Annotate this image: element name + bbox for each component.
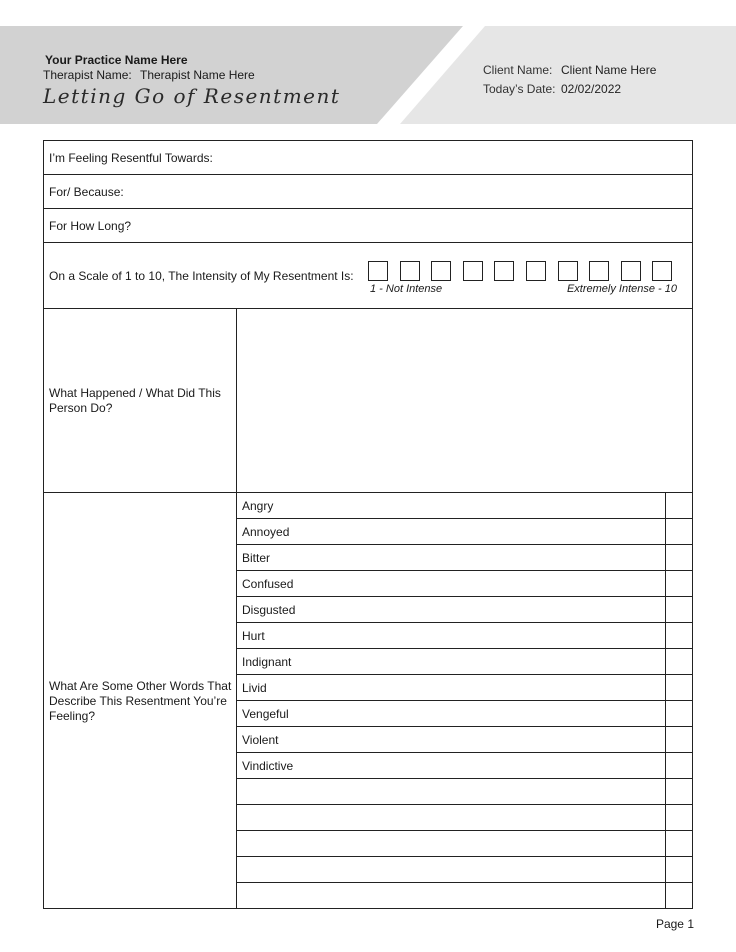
intensity-scale-boxes <box>368 261 680 283</box>
feeling-word-row <box>237 805 692 831</box>
what-happened-row <box>44 309 692 493</box>
feeling-word-label: Hurt <box>242 629 265 643</box>
feeling-word-row <box>237 857 692 883</box>
therapist-name-field[interactable]: Therapist Name Here <box>140 68 255 82</box>
feeling-word-checkbox[interactable] <box>665 701 692 726</box>
feeling-word-row <box>237 727 692 753</box>
feeling-word-row <box>237 701 692 727</box>
client-label: Client Name: <box>483 63 553 77</box>
intensity-scale-row <box>44 243 692 309</box>
feeling-word-checkbox[interactable] <box>665 519 692 544</box>
resentful-towards-row[interactable] <box>44 141 692 175</box>
worksheet-form <box>43 140 693 909</box>
feeling-word-row <box>237 571 692 597</box>
feeling-word-row <box>237 519 692 545</box>
feeling-word-row <box>237 753 692 779</box>
feeling-word-row <box>237 779 692 805</box>
how-long-label: For How Long? <box>49 219 132 233</box>
feeling-word-checkbox[interactable] <box>665 545 692 570</box>
feeling-words-block <box>44 493 692 908</box>
date-label: Today’s Date: <box>483 82 556 96</box>
intensity-checkbox-2[interactable] <box>400 261 420 281</box>
feeling-word-label: Annoyed <box>242 525 290 539</box>
practice-name: Your Practice Name Here <box>45 53 188 67</box>
feeling-word-checkbox[interactable] <box>665 597 692 622</box>
feeling-word-checkbox[interactable] <box>665 623 692 648</box>
feeling-word-checkbox[interactable] <box>665 831 692 856</box>
therapist-label: Therapist Name: <box>43 68 132 82</box>
scale-max-label: Extremely Intense - 10 <box>566 283 677 295</box>
feeling-word-row <box>237 623 692 649</box>
feeling-word-row <box>237 597 692 623</box>
because-label: For/ Because: <box>49 185 124 199</box>
worksheet-title: Letting Go of Resentment <box>43 84 341 108</box>
intensity-checkbox-8[interactable] <box>589 261 609 281</box>
feeling-word-checkbox[interactable] <box>665 883 692 909</box>
feeling-word-checkbox[interactable] <box>665 857 692 882</box>
feeling-word-label: Bitter <box>242 551 271 565</box>
feeling-word-label: Vengeful <box>242 707 289 721</box>
feeling-word-row <box>237 493 692 519</box>
feeling-word-checkbox[interactable] <box>665 571 692 596</box>
intensity-scale-label: On a Scale of 1 to 10, The Intensity of My Resentment Is: <box>49 269 354 283</box>
feeling-word-label: Indignant <box>242 655 292 669</box>
other-words-label: What Are Some Other Words That Describe This Resentment You’re Feeling? <box>49 679 232 723</box>
feeling-word-label: Violent <box>242 733 279 747</box>
feeling-word-label: Livid <box>242 681 267 695</box>
intensity-checkbox-6[interactable] <box>526 261 546 281</box>
intensity-checkbox-10[interactable] <box>652 261 672 281</box>
what-happened-label: What Happened / What Did This Person Do? <box>49 386 221 415</box>
feeling-word-checkbox[interactable] <box>665 675 692 700</box>
feeling-word-checkbox[interactable] <box>665 779 692 804</box>
what-happened-answer-area[interactable] <box>237 309 692 492</box>
resentful-towards-label: I’m Feeling Resentful Towards: <box>49 151 213 165</box>
feeling-word-row <box>237 545 692 571</box>
feeling-word-checkbox[interactable] <box>665 727 692 752</box>
intensity-checkbox-5[interactable] <box>494 261 514 281</box>
feeling-word-checkbox[interactable] <box>665 649 692 674</box>
intensity-checkbox-4[interactable] <box>463 261 483 281</box>
feeling-word-checkbox[interactable] <box>665 753 692 778</box>
feeling-word-row <box>237 883 692 909</box>
intensity-checkbox-9[interactable] <box>621 261 641 281</box>
because-row[interactable] <box>44 175 692 209</box>
feeling-word-label: Vindictive <box>242 759 294 773</box>
how-long-row[interactable] <box>44 209 692 243</box>
feeling-word-checkbox[interactable] <box>665 493 692 518</box>
scale-min-label: 1 - Not Intense <box>370 283 443 295</box>
feeling-word-label: Disgusted <box>242 603 296 617</box>
feeling-word-checkbox[interactable] <box>665 805 692 830</box>
feeling-word-row <box>237 649 692 675</box>
feeling-word-row <box>237 831 692 857</box>
feeling-word-label: Angry <box>242 499 274 513</box>
intensity-checkbox-3[interactable] <box>431 261 451 281</box>
page-number: Page 1 <box>655 917 694 931</box>
intensity-checkbox-1[interactable] <box>368 261 388 281</box>
intensity-checkbox-7[interactable] <box>558 261 578 281</box>
date-field[interactable]: 02/02/2022 <box>561 82 622 96</box>
feeling-word-label: Confused <box>242 577 294 591</box>
client-name-field[interactable]: Client Name Here <box>561 63 657 77</box>
feeling-word-row <box>237 675 692 701</box>
